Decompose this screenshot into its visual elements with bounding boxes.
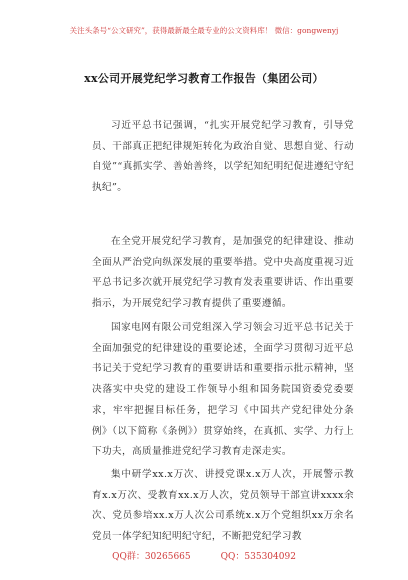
qq-number-text: QQ：535304092 [220,552,296,562]
document-title: xx公司开展党纪学习教育工作报告（集团公司） [84,72,324,85]
contact-footer [0,549,408,562]
paragraph-3: 国家电网有限公司党组深入学习领会习近平总书记关于全面加强党的纪律建设的重要论述，全面学习贯彻习近平总书记关于党纪学习教育的重要讲话和重要指示批示精神，坚决落实中央党的建设工作领导小组和国务院国资委党委要求，牢牢把握目标任务，把学习《中国共产党纪律处分条例》（以下简称《条例》）贯穿始终，在真抓、实学、力行上下功夫，高质量推进党纪学习教育走深走实。 [92,322,354,458]
paragraph-2: 在全党开展党纪学习教育，是加强党的纪律建设、推动全面从严治党向纵深发展的重要举措。党中央高度重视习近平总书记多次就开展党纪学习教育发表重要讲话、作出重要指示，为开展党纪学习教育提供了重要遵循。 [92,236,354,310]
paragraph-1: 习近平总书记强调，“扎实开展党纪学习教育，引导党员、干部真正把纪律规矩转化为政治自觉、思想自觉、行动自觉”“真抓实学、善始善终，以学纪知纪明纪促进遵纪守纪执纪”。 [92,120,354,194]
paragraph-4: 集中研学xx.x万次、讲授党课x.x万人次，开展警示教育x.x万次、受教育xx.x万人次，党员领导干部宣讲xxxx余次、党员参培xx.x万人次公司系统x.x万个党组织xx万余名党员一体学纪知纪明纪守纪，不断把党纪学习教 [92,469,354,543]
qq-group-text: QQ群：30265665 [112,552,191,562]
promo-banner: 关注头条号“公文研究”，获得最新最全最专业的公文资料库！ 微信：gongwenyj [69,26,339,35]
